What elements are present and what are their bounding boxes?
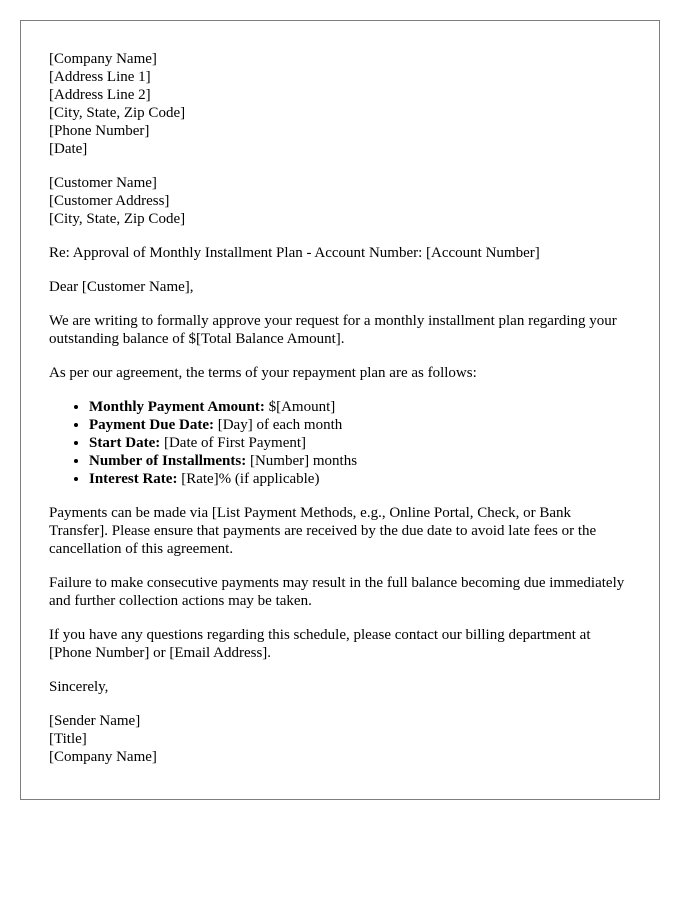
list-item bbox=[89, 452, 631, 470]
recipient-customer-name: [Customer Name] bbox=[49, 175, 157, 191]
recipient-city-state-zip: [City, State, Zip Code] bbox=[49, 211, 186, 227]
signature-company-name: [Company Name] bbox=[49, 749, 157, 765]
salutation: Dear [Customer Name], bbox=[49, 279, 194, 295]
sender-address-block bbox=[49, 50, 631, 158]
term-value: [Number] months bbox=[246, 453, 358, 469]
term-value: [Day] of each month bbox=[213, 417, 343, 433]
sender-address-line-1: [Address Line 1] bbox=[49, 69, 151, 85]
list-item bbox=[89, 470, 631, 488]
term-label: Interest Rate: bbox=[89, 471, 178, 487]
terms-list bbox=[49, 398, 631, 488]
list-item bbox=[89, 434, 631, 452]
questions-paragraph: If you have any questions regarding this schedule, please contact our billing department at [Phone Number] or [Email Address]. bbox=[49, 627, 591, 661]
list-item bbox=[89, 416, 631, 434]
recipient-customer-address: [Customer Address] bbox=[49, 193, 170, 209]
sender-address-line-2: [Address Line 2] bbox=[49, 87, 151, 103]
intro-paragraph: We are writing to formally approve your request for a monthly installment plan regarding your outstanding balance of $[Total Balance Amount]. bbox=[49, 313, 617, 347]
failure-paragraph: Failure to make consecutive payments may result in the full balance becoming due immediately and further collection actions may be taken. bbox=[49, 575, 625, 609]
term-label: Monthly Payment Amount: bbox=[89, 399, 265, 415]
sender-phone-number: [Phone Number] bbox=[49, 123, 150, 139]
letter-document bbox=[20, 20, 660, 800]
list-item bbox=[89, 398, 631, 416]
signature-sender-name: [Sender Name] bbox=[49, 713, 141, 729]
term-value: [Date of First Payment] bbox=[160, 435, 307, 451]
term-value: $[Amount] bbox=[264, 399, 336, 415]
terms-intro: As per our agreement, the terms of your repayment plan are as follows: bbox=[49, 365, 477, 381]
payment-methods-paragraph: Payments can be made via [List Payment Methods, e.g., Online Portal, Check, or Bank Transfer]. Please ensure that payments are received by the due date to avoid late fees or the cancellation of this agreement. bbox=[49, 505, 597, 557]
signature-title: [Title] bbox=[49, 731, 87, 747]
term-value: [Rate]% (if applicable) bbox=[177, 471, 320, 487]
recipient-address-block bbox=[49, 174, 631, 228]
term-label: Start Date: bbox=[89, 435, 161, 451]
subject-line: Re: Approval of Monthly Installment Plan - Account Number: [Account Number] bbox=[49, 245, 540, 261]
term-label: Number of Installments: bbox=[89, 453, 247, 469]
letter-date: [Date] bbox=[49, 141, 88, 157]
term-label: Payment Due Date: bbox=[89, 417, 214, 433]
signature-block bbox=[49, 712, 631, 766]
sender-city-state-zip: [City, State, Zip Code] bbox=[49, 105, 186, 121]
sender-company-name: [Company Name] bbox=[49, 51, 157, 67]
closing: Sincerely, bbox=[49, 679, 109, 695]
